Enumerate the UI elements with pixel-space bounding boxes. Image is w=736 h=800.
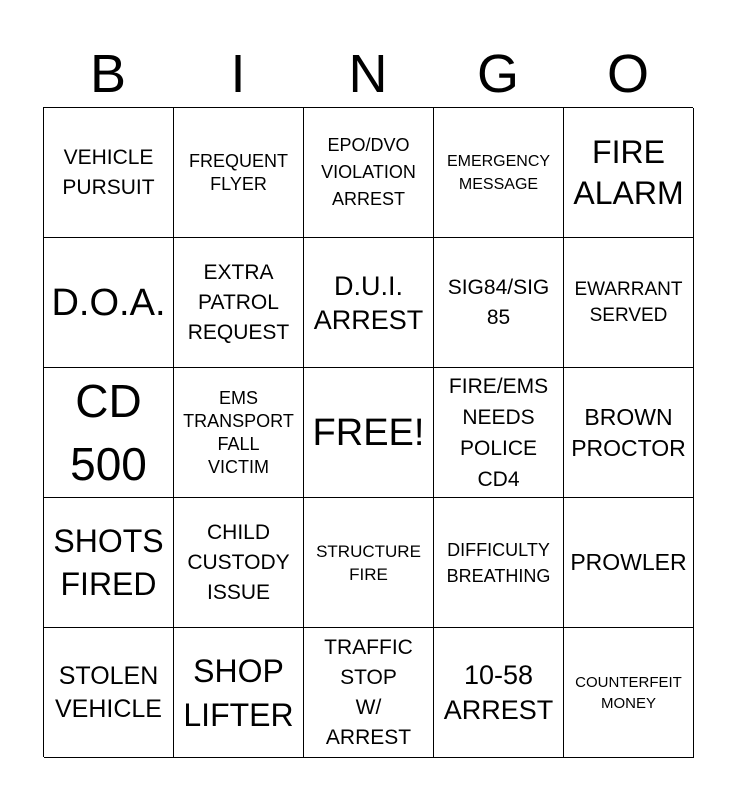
cell-label: EMERGENCY MESSAGE (446, 152, 551, 193)
cell-label: VEHICLE PURSUIT (62, 145, 155, 199)
bingo-cell[interactable] (564, 368, 694, 498)
header-letter-i: I (230, 44, 246, 104)
bingo-cell[interactable] (564, 628, 694, 758)
header-letter-g: G (476, 44, 519, 104)
bingo-cell[interactable] (304, 628, 434, 758)
bingo-cell[interactable] (434, 628, 564, 758)
bingo-cell[interactable] (44, 238, 174, 368)
cell-label: CHILD CUSTODY ISSUE (187, 520, 290, 604)
cell-label: STOLEN VEHICLE (55, 661, 162, 723)
bingo-cell[interactable] (434, 368, 564, 498)
bingo-cell[interactable] (304, 368, 434, 498)
cell-label: TRAFFIC STOP W/ ARREST (324, 635, 413, 749)
bingo-cell[interactable] (434, 108, 564, 238)
header-letter-b: B (89, 44, 127, 104)
bingo-cell[interactable] (174, 628, 304, 758)
cell-label: FIRE ALARM (573, 133, 684, 211)
bingo-cell[interactable] (44, 498, 174, 628)
bingo-cell[interactable] (434, 498, 564, 628)
bingo-cell[interactable] (304, 238, 434, 368)
cell-label: FIRE/EMS NEEDS POLICE CD4 (448, 374, 549, 491)
header-letter-n: N (348, 44, 388, 104)
cell-label: PROWLER (570, 549, 687, 575)
bingo-cell[interactable] (434, 238, 564, 368)
cell-label: STRUCTURE FIRE (316, 541, 421, 584)
cell-label: COUNTERFEIT MONEY (575, 673, 682, 712)
bingo-cell[interactable] (564, 108, 694, 238)
cell-label: EXTRA PATROL REQUEST (187, 260, 290, 344)
cell-label: EMS TRANSPORT FALL VICTIM (183, 387, 294, 477)
cell-label: BROWN PROCTOR (571, 403, 686, 461)
free-space-label: FREE! (312, 411, 425, 454)
bingo-cell[interactable] (564, 238, 694, 368)
cell-label: 10-58 ARREST (443, 659, 554, 725)
cell-label: FREQUENT FLYER (189, 150, 288, 194)
bingo-card-grid (43, 107, 693, 757)
header-letter-o: O (606, 44, 649, 104)
cell-label: D.O.A. (51, 281, 166, 324)
cell-label: SHOTS FIRED (53, 522, 164, 602)
cell-label: DIFFICULTY BREATHING (446, 539, 551, 586)
bingo-cell[interactable] (174, 368, 304, 498)
bingo-cell[interactable] (564, 498, 694, 628)
bingo-cell[interactable] (174, 498, 304, 628)
bingo-cell[interactable] (44, 368, 174, 498)
cell-label: CD 500 (70, 374, 147, 490)
bingo-cell[interactable] (174, 108, 304, 238)
bingo-cell[interactable] (44, 628, 174, 758)
bingo-cell[interactable] (174, 238, 304, 368)
cell-label: EPO/DVO VIOLATION ARREST (321, 135, 416, 209)
cell-label: SIG84/SIG 85 (447, 275, 550, 329)
cell-label: D.U.I. ARREST (313, 270, 424, 335)
bingo-cell[interactable] (304, 108, 434, 238)
bingo-header (43, 40, 693, 108)
cell-label: SHOP LIFTER (183, 652, 294, 733)
bingo-cell[interactable] (304, 498, 434, 628)
bingo-cell[interactable] (44, 108, 174, 238)
cell-label: EWARRANT SERVED (574, 278, 683, 326)
